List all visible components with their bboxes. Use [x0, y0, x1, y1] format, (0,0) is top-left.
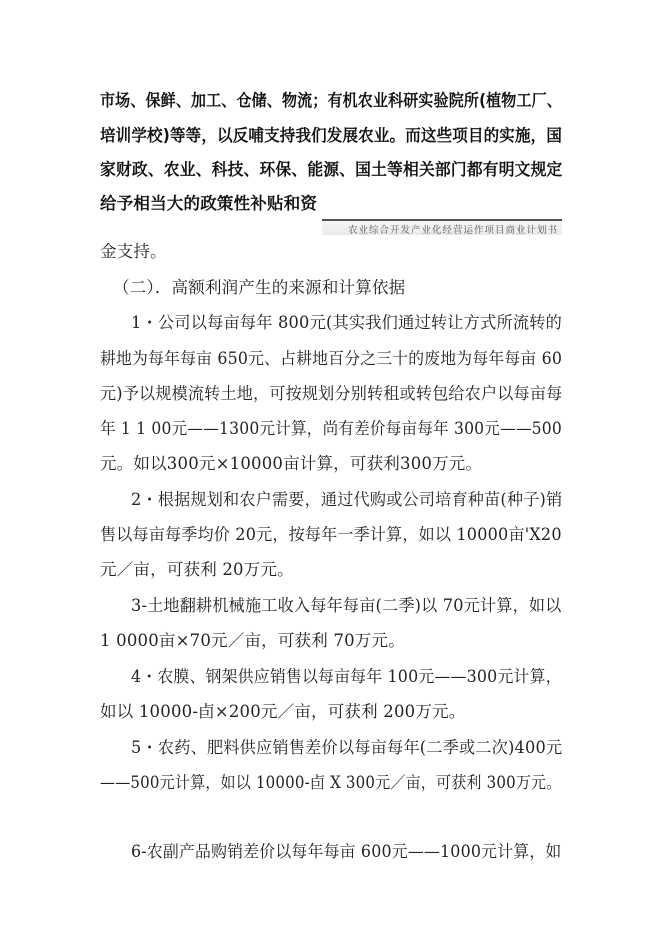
text-line-9: 元)予以规模流转土地，可按规划分别转租或转包给农户以每亩每 — [100, 384, 563, 403]
text-line-18: 如以 10000-卣×200元／亩，可获利 200万元。 — [100, 702, 466, 721]
text-line-10: 年 1 1 00元——1300元计算，尚有差价每亩每年 300元——500 — [100, 419, 562, 438]
text-line-19: 5・农药、肥料供应销售差价以每亩每年(二季或二次)400元 — [131, 738, 563, 757]
text-line-8: 耕地为每年每亩 650元、占耕地百分之三十的废地为每年每亩 60 — [100, 349, 563, 368]
text-line-16: 1 0000亩×70元／亩，可获利 70万元。 — [100, 631, 405, 650]
text-line-3: 家财政、农业、科技、环保、能源、国土等相关部门都有明文规定 — [100, 160, 563, 179]
text-line-1: 市场、保鲜、加工、仓储、物流；有机农业科研实验院所(植物工厂、 — [100, 91, 562, 110]
text-line-14: 元／亩，可获利 20万元。 — [100, 560, 294, 579]
text-line-21: 6-农副产品购销差价以每年每亩 600元——1000元计算，如 — [131, 842, 562, 861]
text-line-7: 1・公司以每亩每年 800元(其实我们通过转让方式所流转的 — [131, 313, 563, 332]
text-line-2: 培训学校)等等，以反哺支持我们发展农业。而这些项目的实施，国 — [100, 126, 563, 145]
document-header-strip — [322, 219, 562, 235]
section-heading: （二）．高额利润产生的来源和计算依据 — [113, 278, 406, 297]
text-line-11: 元。如以300元×10000亩计算，可获利300万元。 — [100, 454, 483, 473]
text-line-17: 4・农膜、钢架供应销售以每亩每年 100元——300元计算， — [131, 667, 562, 686]
text-line-4: 给予相当大的政策性补贴和资 — [100, 194, 318, 213]
text-line-13: 售以每亩每季均价 20元，按每年一季计算，如以 10000亩'X20 — [100, 525, 562, 544]
text-line-5: 金支持。 — [100, 242, 167, 261]
text-line-15: 3-土地翻耕机械施工收入每年每亩(二季)以 70元计算，如以 — [131, 596, 562, 615]
text-line-12: 2・根据规划和农户需要，通过代购或公司培育种苗(种子)销 — [131, 490, 563, 509]
text-line-20: ——500元计算，如以 10000-卣 X 300元／亩，可获利 300万元。 — [100, 773, 562, 792]
header-strip-text: 农业综合开发产业化经营运作项目商业计划书 — [347, 225, 558, 236]
